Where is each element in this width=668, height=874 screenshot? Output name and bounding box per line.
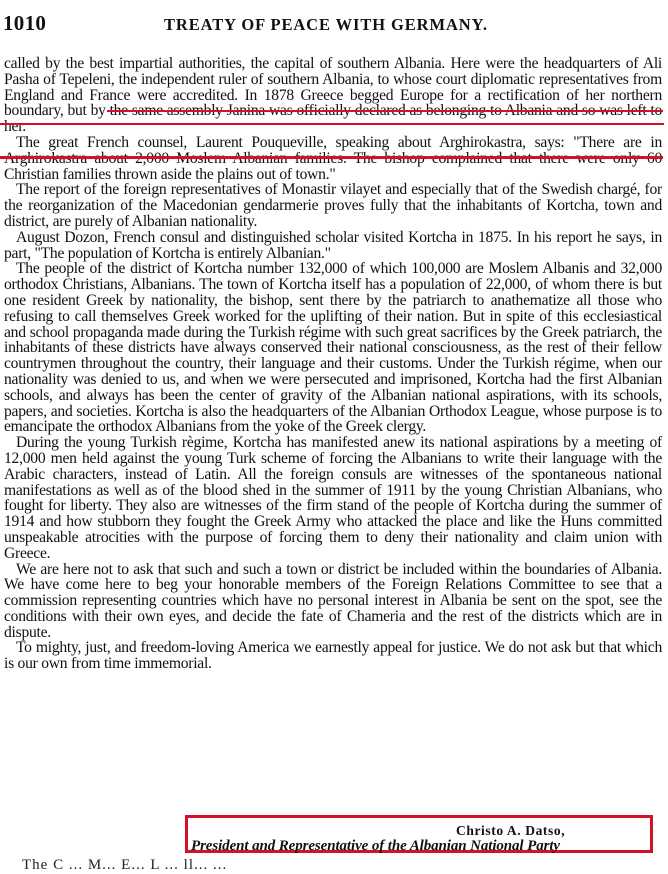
signature-name: Christo A. Datso, [456, 823, 566, 838]
running-title: TREATY OF PEACE WITH GERMANY. [164, 15, 488, 34]
paragraph: The report of the foreign representatives of Monastir vilayet and especially that of the Swedish chargé, for the reorganization of the Macedonian gendarmerie proves fully that the inhabitants of Kortcha, town and district, are purely of Albanian nationality. [4, 181, 662, 230]
paragraph: The great French counsel, Laurent Pouqueville, speaking about Arghirokastra, says: "There are in Arghirokastra about 2,000 Moslem Albanian families. The bishop complained that there were only 60 Christian families thrown aside the plains out of town." [4, 133, 662, 183]
signature-title: President and Representative of the Albanian National Party [191, 838, 560, 854]
page-number: 1010 [3, 11, 47, 35]
highlight-underline [107, 110, 663, 112]
paragraph: August Dozon, French consul and distinguished scholar visited Kortcha in 1875. In his report he says, in part, "The population of Kortcha is entirely Albanian." [4, 228, 662, 262]
cut-off-next-line: The C ... M... E... L ... ll... ... [22, 857, 228, 873]
paragraph: We are here not to ask that such and such a town or district be included within the boundaries of Albania. We have come here to beg your honorable members of the Foreign Relations Committee to see that a commission representing countries which have no personal interest in Albania be sent on the spot, see the conditions with their own eyes, and decide the fate of Chameria and the rest of the districts which are in dispute. [4, 560, 662, 641]
paragraph: To mighty, just, and freedom-loving America we earnestly appeal for justice. We do not ask but that which is our own from time immemorial. [4, 639, 662, 673]
highlight-underline-3 [0, 122, 663, 159]
paragraph: During the young Turkish règime, Kortcha has manifested anew its national aspirations by a meeting of 12,000 men held against the young Turk scheme of forcing the Albanians to write their language with the Arabic characters, instead of Latin. All the foreign consuls are witnesses of the spontaneous national manifestations as well as of the blood shed in the summer of 1911 by the young Christian Albanians, who fought for liberty. They also are witnesses of the firm stand of the people of Kortcha during the summer of 1914 and how stubborn they fought the Greek Army who attacked the place and like the Huns committed unspeakable atrocities with the purpose of forcing them to deny their nationality and claim union with Greece. [4, 434, 662, 562]
paragraph: called by the best impartial authorities, the capital of southern Albania. Here were the headquarters of Ali Pasha of Tepeleni, the independent ruler of southern Albania, to whose court diplomatic representatives from England and France were accredited. In 1878 Greece begged Europe for a rectification of her northern boundary, but by the same assembly Janina was officially declared as belonging to Albania and so was left to her. [4, 55, 662, 136]
paragraph: The people of the district of Kortcha number 132,000 of which 100,000 are Moslem Albanis and 32,000 orthodox Christians, Albanians. The town of Kortcha itself has a population of 22,000, of whom there is but one resident Greek by nationality, the bishop, sent there by the patriarch to anathematize all those who refusing to call themselves Greek worked for the uplifting of their nation. But in spite of this ecclesiastical and school propaganda made during the Turkish régime with such great sacrifices by the Greek patriarch, the inhabitants of these districts have always conserved their national consciousness, as the rest of their fellow countrymen throughout the country, their language and their customs. Under the Turkish régime, when our nationality was denied to us, and when we were persecuted and imprisoned, Kortcha had the first Albanian schools, and always has been the center of gravity of the Albanian national aspirations, with its schools, papers, and societies. Kortcha is also the headquarters of the Albanian Orthodox League, whose purpose is to emancipate the orthodox Albanians from the yoke of the Greek clergy. [4, 260, 662, 436]
page-header [0, 0, 668, 40]
